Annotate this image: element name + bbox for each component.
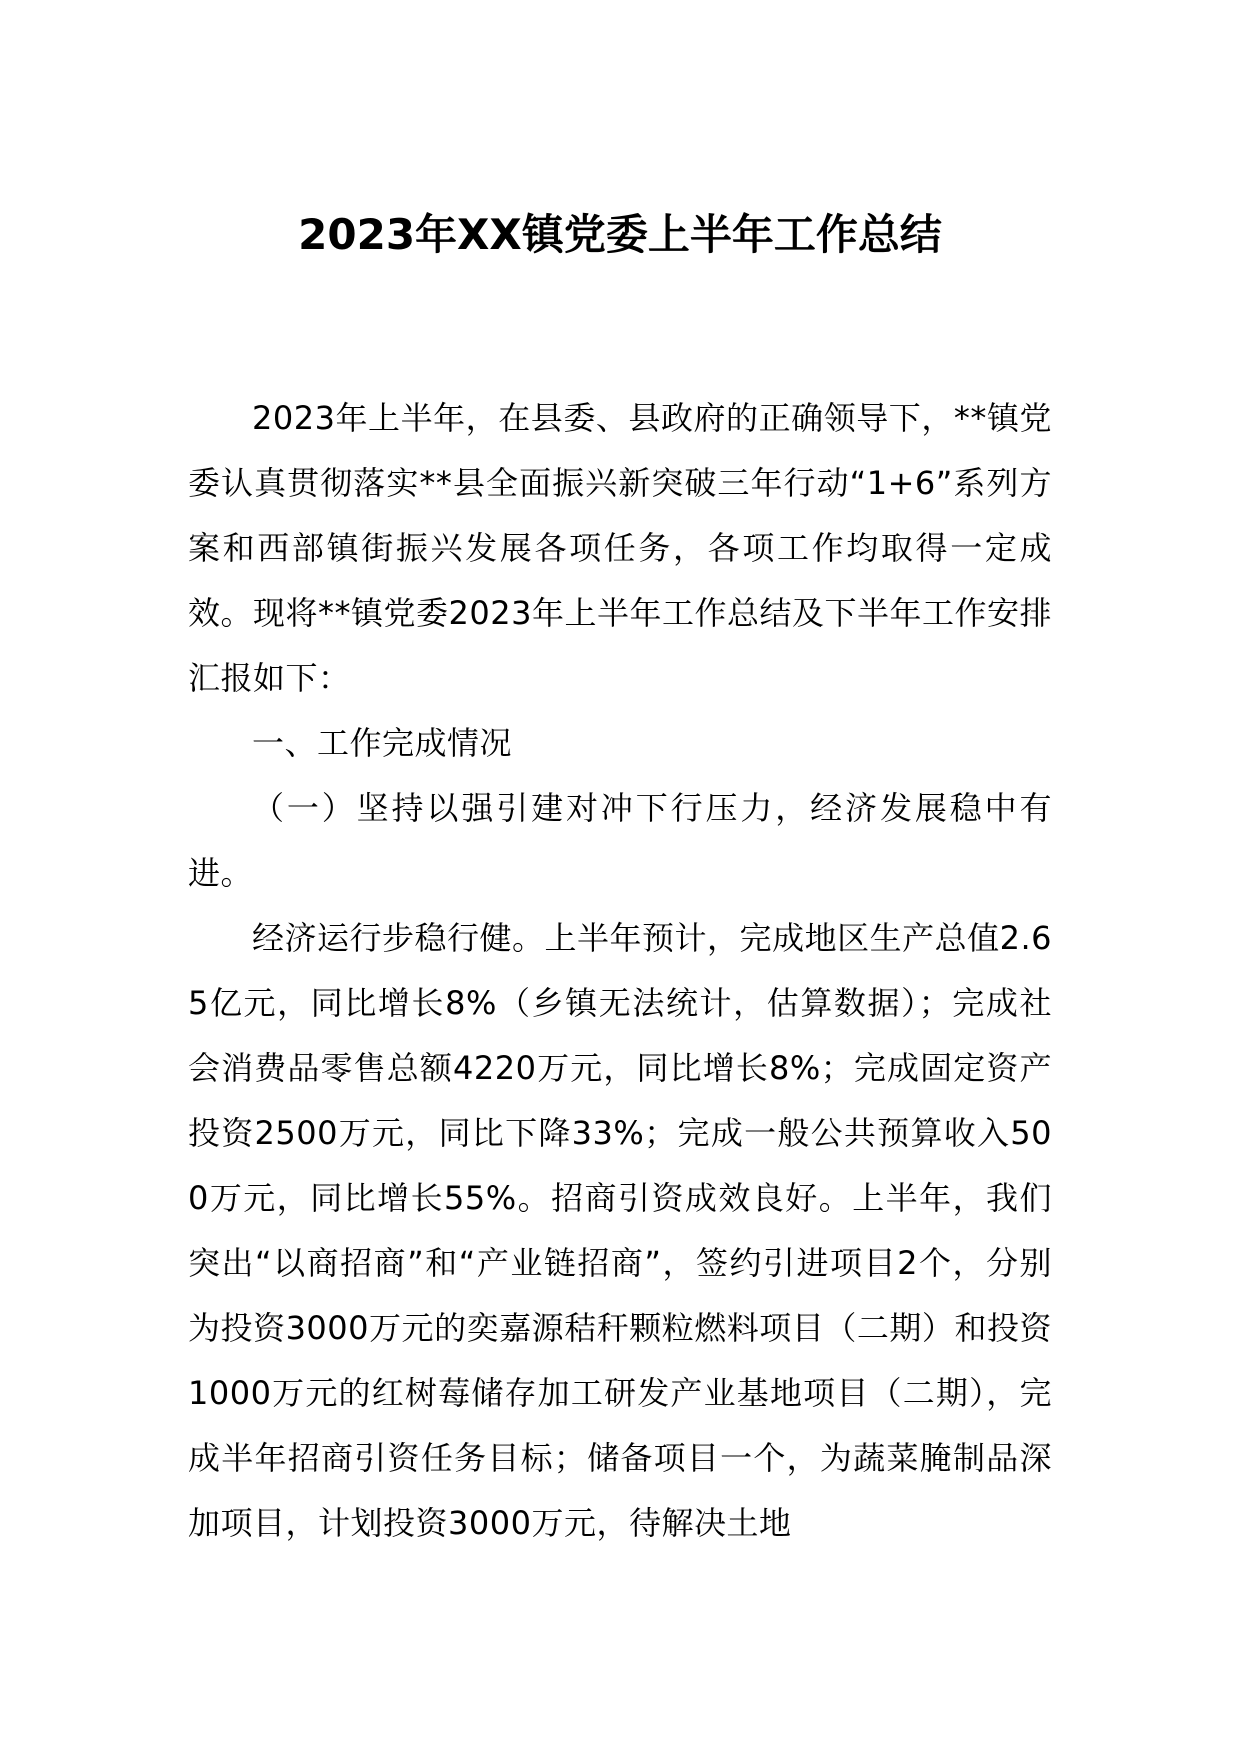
document-title: 2023年XX镇党委上半年工作总结 [298, 210, 942, 259]
intro-paragraph: 2023年上半年，在县委、县政府的正确领导下，**镇党委认真贯彻落实**县全面振兴新突破三年行动“1+6”系列方案和西部镇街振兴发展各项任务，各项工作均取得一定成效。现将**镇党委2023年上半年工作总结及下半年工作安排汇报如下： [188, 399, 1052, 697]
subsection-heading: （一）坚持以强引建对冲下行压力，经济发展稳中有进。 [188, 789, 1052, 892]
document-body [188, 386, 1052, 1556]
section-heading: 一、工作完成情况 [252, 724, 513, 762]
economy-paragraph: 经济运行步稳行健。上半年预计，完成地区生产总值2.65亿元，同比增长8%（乡镇无法统计，估算数据）；完成社会消费品零售总额4220万元，同比增长8%；完成固定资产投资2500万元，同比下降33%；完成一般公共预算收入500万元，同比增长55%。招商引资成效良好。上半年，我们突出“以商招商”和“产业链招商”，签约引进项目2个，分别为投资3000万元的奕嘉源秸秆颗粒燃料项目（二期）和投资1000万元的红树莓储存加工研发产业基地项目（二期），完成半年招商引资任务目标；储备项目一个，为蔬菜腌制品深加项目，计划投资3000万元，待解决土地 [188, 919, 1052, 1542]
